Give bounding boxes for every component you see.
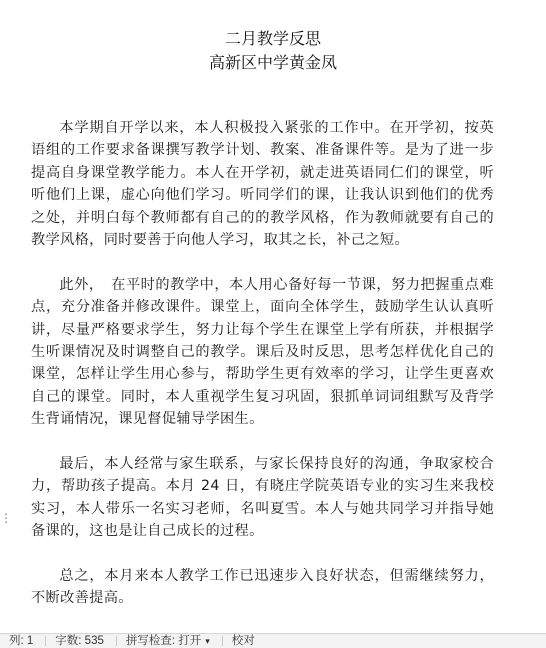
document-title: 二月教学反思 [224, 29, 321, 48]
paragraph-2: 此外， 在平时的教学中，本人用心备好每一节课，努力把握重点难点，充分准备并修改课件。课堂上，面向全体学生，鼓励学生认认真听讲，尽量严格要求学生，努力让每个学生在课堂上学有所获，并根据学生听课情况及时调整自己的教学。课后及时反思，思考怎样优化自己的课堂，怎样让学生用心参与，帮助学生更有效率的学习，让学生更喜欢自己的课堂。同时，本人重视学生复习巩固，狠抓单词词组默写及背学生背诵情况，课见督促辅导学困生。 [31, 276, 494, 428]
resize-handle-icon[interactable]: ⋮ [0, 511, 12, 525]
column-indicator: 列: 1 [9, 635, 34, 647]
paragraph-3: 最后，本人经常与家生联系，与家长保持良好的沟通，争取家校合力，帮助孩子提高。本月 24 日，有晓庄学院英语专业的实习生来我校实习，本人带乐一名实习老师，名叫夏雪。本人与她共同学习并指导她备课的，这也是让自己成长的过程。 [31, 456, 494, 540]
word-count[interactable]: 字数: 535 [55, 635, 104, 647]
document-body[interactable] [31, 117, 494, 632]
paragraph-1: 本学期自开学以来，本人积极投入紧张的工作中。在开学初，按英语组的工作要求备课撰写教学计划、教案、准备课件等。是为了进一步提高自身课堂教学能力。本人在开学初，就走进英语同仁们的课堂，听听他们上课，虚心向他们学习。听同学们的课，让我认识到他们的优秀之处，并明白每个教师都有自己的的教学风格，作为教师就要有自己的教学风格，同时要善于向他人学习，取其之长，补己之短。 [31, 120, 494, 249]
spell-check-label: 拼写检查: 打开 [125, 635, 202, 647]
paragraph-4: 总之，本月来本人教学工作已迅速步入良好状态，但需继续努力，不断改善提高。 [31, 568, 494, 607]
document-author: 高新区中学黄金凤 [208, 53, 337, 72]
proofread-button[interactable]: 校对 [231, 635, 255, 647]
status-bar [0, 633, 546, 648]
chevron-down-icon: ▾ [205, 636, 210, 646]
spell-check-toggle[interactable] [117, 634, 210, 648]
